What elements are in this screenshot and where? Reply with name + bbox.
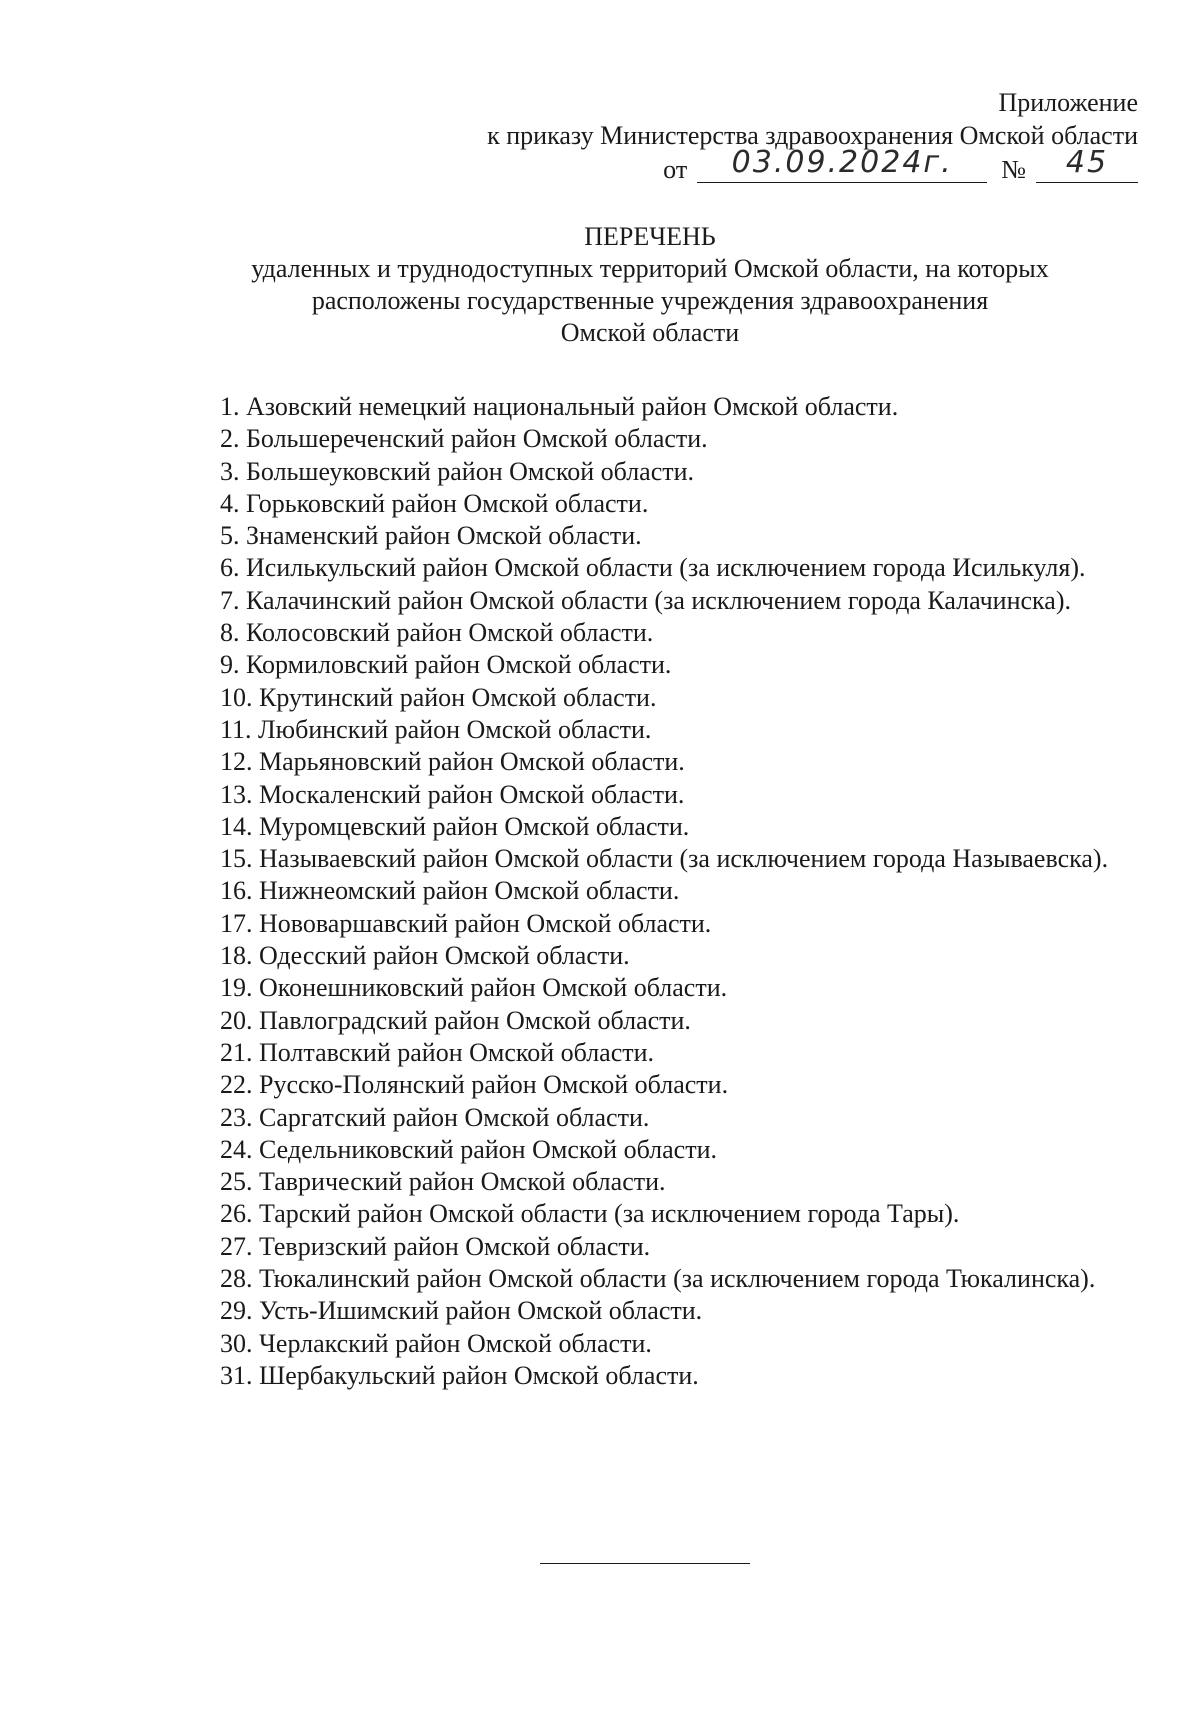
title-line-1: удаленных и труднодоступных территорий Омской области, на которых: [251, 254, 1049, 283]
list-item-text: Азовский немецкий национальный район Омской области.: [246, 392, 899, 421]
list-item-number: 7.: [220, 585, 240, 615]
list-item-number: 15.: [220, 844, 253, 874]
list-item-number: 5.: [220, 521, 240, 551]
list-item: [152, 1328, 1139, 1360]
list-item-number: 12.: [220, 747, 253, 777]
list-item-text: Тевризский район Омской области.: [259, 1231, 651, 1261]
list-item: [152, 714, 1139, 746]
list-item-number: 23.: [220, 1102, 253, 1132]
list-item: [152, 843, 1139, 875]
list-item-text: Знаменский район Омской области.: [246, 521, 642, 551]
list-item: [152, 940, 1139, 972]
list-item-text: Москаленский район Омской области.: [259, 779, 685, 809]
list-item-text: Называевский район Омской области (за исключением города Называевска).: [259, 844, 1109, 874]
list-item-number: 18.: [220, 941, 253, 971]
handwritten-number: 45: [1065, 145, 1109, 180]
list-item: [152, 1295, 1139, 1327]
list-item-number: 13.: [220, 779, 253, 809]
appendix-label: Приложение: [998, 88, 1138, 117]
list-item-number: 31.: [220, 1360, 253, 1390]
list-item: [152, 617, 1139, 649]
title-line-3: Омской области: [560, 318, 740, 347]
list-item: [152, 1069, 1139, 1101]
list-item-number: 17.: [220, 908, 253, 938]
date-blank: [697, 145, 987, 183]
title-heading: ПЕРЕЧЕНЬ: [584, 222, 716, 251]
list-item: [152, 1134, 1139, 1166]
list-item-text: Калачинский район Омской области (за исключением города Калачинска).: [246, 585, 1071, 615]
list-item-text: Русско-Полянский район Омской области.: [259, 1070, 729, 1100]
list-item-number: 30.: [220, 1328, 253, 1358]
list-item-number: 11.: [220, 714, 252, 744]
list-item: [152, 649, 1139, 681]
list-item-number: 14.: [220, 811, 253, 841]
list-item-text: Шербакульский район Омской области.: [259, 1360, 699, 1390]
list-item-text: Одесский район Омской области.: [259, 941, 630, 971]
from-label: от: [663, 155, 688, 184]
list-item-text: Нововаршавский район Омской области.: [259, 908, 712, 938]
list-item-text: Седельниковский район Омской области.: [259, 1134, 717, 1164]
list-item: [152, 552, 1139, 584]
title-line-2: расположены государственные учреждения здравоохранения: [311, 286, 989, 315]
territory-list: [152, 391, 1139, 1392]
list-item-text: Полтавский район Омской области.: [259, 1037, 655, 1067]
list-item-number: 25.: [220, 1167, 253, 1197]
list-item-text: Павлоградский район Омской области.: [259, 1005, 691, 1035]
list-item-number: 6.: [220, 553, 240, 583]
list-item-number: 21.: [220, 1037, 253, 1067]
list-item-number: 16.: [220, 876, 253, 906]
list-item: [152, 456, 1139, 488]
list-item-number: 28.: [220, 1264, 253, 1294]
list-item: [152, 1166, 1139, 1198]
list-item-number: 10.: [220, 682, 253, 712]
list-item-text: Марьяновский район Омской области.: [259, 747, 685, 777]
handwritten-date: 03.09.2024г.: [731, 145, 953, 180]
list-item-text: Саргатский район Омской области.: [259, 1102, 650, 1132]
list-item: [152, 391, 1139, 423]
closing-rule: [540, 1563, 750, 1564]
list-item-number: 24.: [220, 1134, 253, 1164]
list-item-text: Любинский район Омской области.: [258, 714, 652, 744]
list-item: [152, 520, 1139, 552]
list-item: [152, 811, 1139, 843]
list-item: [152, 1005, 1139, 1037]
list-item-number: 19.: [220, 973, 253, 1003]
list-item: [152, 423, 1139, 455]
list-item-text: Исилькульский район Омской области (за исключением города Исилькуля).: [246, 553, 1086, 583]
list-item-text: Оконешниковский район Омской области.: [259, 973, 728, 1003]
list-item-number: 4.: [220, 488, 240, 518]
list-item-number: 20.: [220, 1005, 253, 1035]
list-item-text: Тюкалинский район Омской области (за исключением города Тюкалинска).: [259, 1264, 1096, 1294]
list-item: [152, 908, 1139, 940]
list-item: [152, 488, 1139, 520]
list-item: [152, 1198, 1139, 1230]
list-item-number: 29.: [220, 1296, 253, 1326]
list-item-number: 26.: [220, 1199, 253, 1229]
list-item-number: 9.: [220, 650, 240, 680]
order-date-number-row: [487, 145, 1138, 186]
list-item: [152, 1360, 1139, 1392]
list-item: [152, 1231, 1139, 1263]
list-item-text: Таврический район Омской области.: [259, 1167, 666, 1197]
list-item: [152, 779, 1139, 811]
list-item: [152, 875, 1139, 907]
list-item-number: 1.: [220, 392, 240, 421]
list-item-text: Муромцевский район Омской области.: [259, 811, 690, 841]
list-item: [152, 1037, 1139, 1069]
list-item-number: 22.: [220, 1070, 253, 1100]
list-item-number: 3.: [220, 456, 240, 486]
document-title: [150, 221, 1150, 349]
list-item: [152, 1263, 1139, 1295]
list-item-text: Нижнеомский район Омской области.: [259, 876, 680, 906]
list-item-number: 27.: [220, 1231, 253, 1261]
list-item: [152, 746, 1139, 778]
list-item-number: 2.: [220, 424, 240, 454]
list-item: [152, 585, 1139, 617]
order-reference: к приказу Министерства здравоохранения Омской области: [487, 121, 1138, 150]
number-blank: [1036, 145, 1138, 183]
list-item-text: Горьковский район Омской области.: [246, 488, 649, 518]
appendix-header: [487, 86, 1138, 186]
list-item-number: 8.: [220, 618, 240, 648]
list-item: [152, 972, 1139, 1004]
list-item-text: Колосовский район Омской области.: [246, 618, 654, 648]
list-item-text: Большереченский район Омской области.: [246, 424, 708, 454]
list-item-text: Черлакский район Омской области.: [259, 1328, 652, 1358]
list-item-text: Усть-Ишимский район Омской области.: [259, 1296, 703, 1326]
list-item: [152, 682, 1139, 714]
list-item: [152, 1102, 1139, 1134]
list-item-text: Крутинский район Омской области.: [259, 682, 657, 712]
list-item-text: Кормиловский район Омской области.: [246, 650, 672, 680]
list-item-text: Большеуковский район Омской области.: [246, 456, 695, 486]
number-label: №: [1001, 155, 1026, 184]
list-item-text: Тарский район Омской области (за исключением города Тары).: [259, 1199, 960, 1229]
